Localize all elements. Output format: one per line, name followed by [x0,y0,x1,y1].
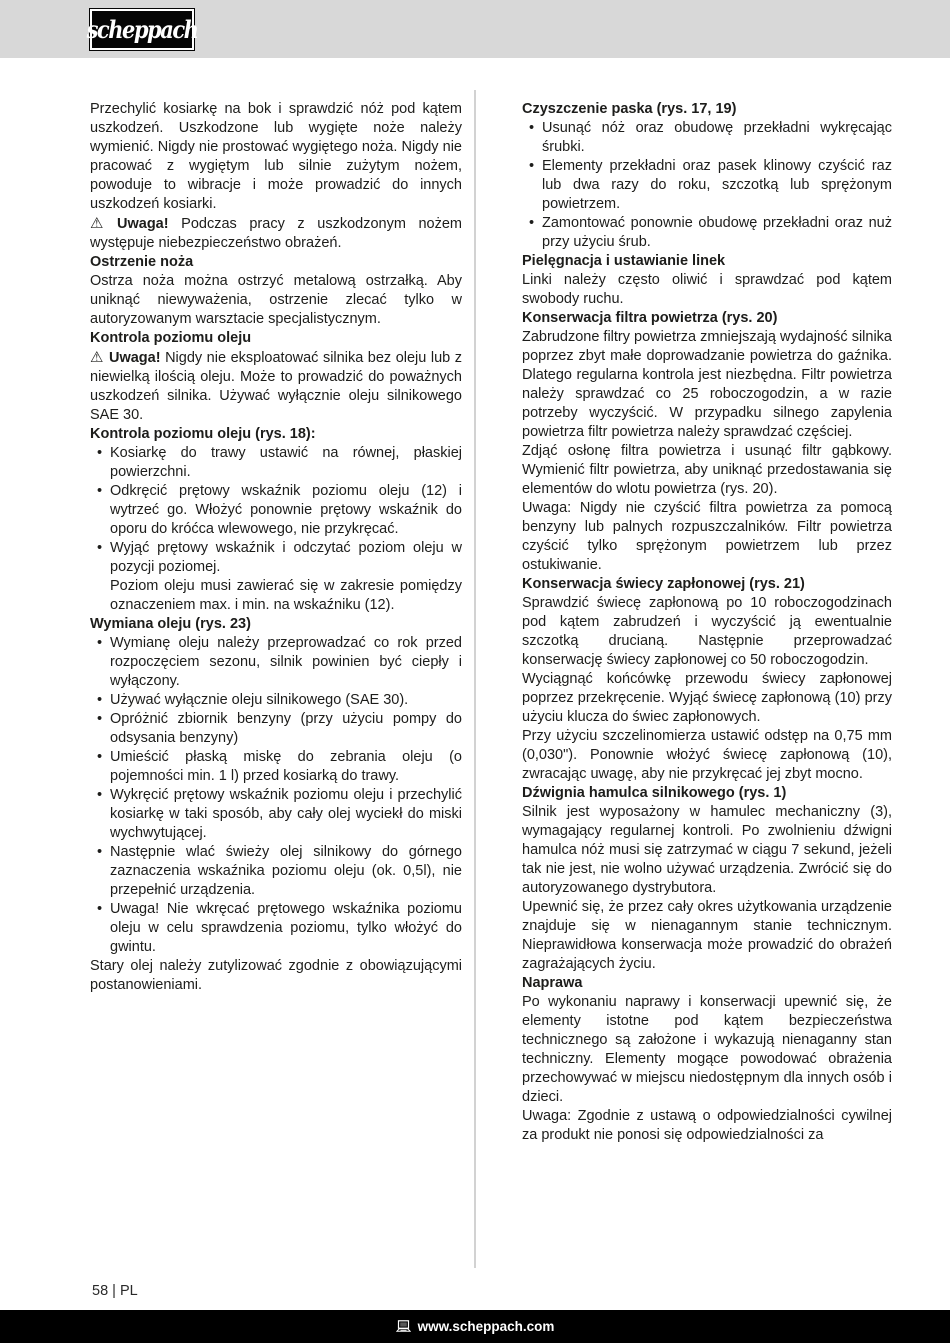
bullet-item: • Używać wyłącznie oleju silnikowego (SAE 30). [110,691,462,710]
bullet-continuation: Poziom oleju musi zawierać się w zakresie pomiędzy oznaczeniem max. i min. na wskaźniku (12). [110,578,462,613]
bullet-item: • Wymianę oleju należy przeprowadzać co rok przed rozpoczęciem sezonu, silnik powinien być ciepły i wyłączony. [110,634,462,691]
scheppach-logo-text: scheppach [86,15,198,44]
warning-triangle-icon: ⚠ [90,349,104,366]
section-heading: Czyszczenie paska (rys. 17, 19) [522,101,737,117]
paragraph: Silnik jest wyposażony w hamulec mechaniczny (3), wymagający regularnej kontroli. Po zwolnieniu dźwigni hamulca nóż musi się zatrzymać w ciągu 7 sekund, jeżeli tak nie jest, nie wolno używać urządzenia. Zwrócić się do autoryzowanego dystrybutora. [522,804,892,896]
footer-website: www.scheppach.com [417,1319,555,1334]
bullet-item: • Odkręcić prętowy wskaźnik poziomu oleju (12) i wytrzeć go. Włożyć ponownie prętowy wskaźnik do oporu do króćca wlewowego, nie przykręcać. [110,482,462,539]
warning-label: Uwaga! [108,350,166,366]
paragraph: Zabrudzone filtry powietrza zmniejszają wydajność silnika poprzez zbyt małe doprowadzanie powietrza do gaźnika. Dlatego regularna kontrola jest niezbędna. Filtr powietrza należy sprawdzać co 25 roboczogodzin, a w razie potrzeby wyczyścić. W przypadku silnego zapylenia powietrza filtr powietrza należy sprawdzać częściej. [522,329,892,440]
bullet-list [90,444,462,615]
bullet-item: • Zamontować ponownie obudowę przekładni oraz nuż przy użyciu śrub. [542,214,892,252]
paragraph: Uwaga: Zgodnie z ustawą o odpowiedzialności cywilnej za produkt nie ponosi się odpowiedzialności za [522,1108,892,1143]
header-band [0,0,950,58]
section-heading: Naprawa [522,975,583,991]
bullet-item: • Uwaga! Nie wkręcać prętowego wskaźnika poziomu oleju w celu sprawdzenia poziomu, tylko włożyć do gwintu. [110,900,462,957]
left-column [90,100,462,995]
section-heading: Kontrola poziomu oleju [90,330,252,346]
paragraph: Po wykonaniu naprawy i konserwacji upewnić się, że elementy istotne pod kątem bezpieczeństwa technicznego są założone i wykazują nienaganny stan techniczny. Elementy mogące powodować obrażenia przechowywać w miejscu niedostępnym dla innych osób i dzieci. [522,994,892,1105]
bullet-item: • Wyjąć prętowy wskaźnik i odczytać poziom oleju w pozycji poziomej. Poziom oleju musi zawierać się w zakresie pomiędzy oznaczeniem max. i min. na wskaźniku (12). [110,539,462,615]
warning-note: ⚠ Uwaga! Nigdy nie eksploatować silnika bez oleju lub z niewielką ilością oleju. Może to prowadzić do poważnych uszkodzeń silnika. Używać wyłącznie oleju silnikowego SAE 30. [90,349,463,423]
section-heading: Kontrola poziomu oleju (rys. 18): [90,426,316,442]
warning-triangle-icon: ⚠ [90,215,113,232]
warning-label: Uwaga! [117,216,182,232]
bullet-item: • Opróżnić zbiornik benzyny (przy użyciu pompy do odsysania benzyny) [110,710,462,748]
bullet-item: • Elementy przekładni oraz pasek klinowy czyścić raz lub dwa razy do roku, szczotką lub sprężonym powietrzem. [542,157,892,214]
bullet-list [522,119,892,252]
bullet-item: • Następnie wlać świeży olej silnikowy do górnego zaznaczenia wskaźnika poziomu oleju (ok. 0,5l), nie przepełnić urządzenia. [110,843,462,900]
section-heading: Dźwignia hamulca silnikowego (rys. 1) [522,785,787,801]
paragraph: Uwaga: Nigdy nie czyścić filtra powietrza za pomocą benzyny lub palnych rozpuszczalników. Filtr powietrza czyścić tylko sprężonym powietrzem lub przez ostukiwanie. [522,500,892,573]
column-divider [474,90,476,1268]
paragraph: Wyciągnąć końcówkę przewodu świecy zapłonowej poprzez przekręcenie. Wyjąć świecę zapłonową (10) przy użyciu klucza do świec zapłonowych. [522,671,892,725]
footer-bar [0,1310,950,1343]
bullet-item: • Umieścić płaską miskę do zebrania oleju (o pojemności min. 1 l) przed kosiarką do trawy. [110,748,462,786]
right-column [522,100,892,1145]
warning-note: ⚠ Uwaga! Podczas pracy z uszkodzonym nożem występuje niebezpieczeństwo obrażeń. [90,215,463,251]
bullet-item: • Usunąć nóż oraz obudowę przekładni wykręcając śrubki. [542,119,892,157]
section-heading: Konserwacja filtra powietrza (rys. 20) [522,310,778,326]
bullet-item: • Wykręcić prętowy wskaźnik poziomu oleju i przechylić kosiarkę w taki sposób, aby cały olej wyciekł do miski wychwytującej. [110,786,462,843]
computer-icon [396,1320,411,1333]
section-heading: Ostrzenie noża [90,254,194,270]
paragraph: Przy użyciu szczelinomierza ustawić odstęp na 0,75 mm (0,030"). Ponownie włożyć świecę zapłonową (10), zwracając uwagę, aby nie przykręcać jej zbyt mocno. [522,728,892,782]
bullet-item: • Kosiarkę do trawy ustawić na równej, płaskiej powierzchni. [110,444,462,482]
scheppach-logo [86,9,198,50]
section-heading: Pielęgnacja i ustawianie linek [522,253,726,269]
paragraph: Przechylić kosiarkę na bok i sprawdzić nóż pod kątem uszkodzeń. Uszkodzone lub wygięte noże należy wymienić. Nigdy nie prostować wygiętego noża. Nigdy nie pracować z wygiętym lub silnie zużytym nożem, powoduje to wibracje i może prowadzić do innych uszkodzeń kosiarki. [90,101,462,212]
paragraph: Sprawdzić świecę zapłonową po 10 roboczogodzinach pod kątem zabrudzeń i wyczyścić ją ewentualnie szczotką drucianą. Następnie przeprowadzać konserwację świecy zapłonowej co 50 roboczogodzin. [522,595,892,668]
page-number: 58 | PL [92,1283,138,1299]
paragraph: Ostrza noża można ostrzyć metalową ostrzałką. Aby uniknąć niewyważenia, ostrzenie zlecać tylko w autoryzowanym warsztacie specjalistycznym. [90,273,462,327]
paragraph: Upewnić się, że przez cały okres użytkowania urządzenie znajduje się w nienagannym stanie technicznym. Nieprawidłowa konserwacja może prowadzić do obrażeń zagrażających życiu. [522,899,892,972]
section-heading: Wymiana oleju (rys. 23) [90,616,251,632]
bullet-list [90,634,462,957]
paragraph: Zdjąć osłonę filtra powietrza i usunąć filtr gąbkowy. Wymienić filtr powietrza, aby uniknąć przedostawania się elementów do wlotu powietrza (rys. 20). [522,443,892,497]
paragraph: Stary olej należy zutylizować zgodnie z obowiązującymi postanowieniami. [90,958,462,993]
paragraph: Linki należy często oliwić i sprawdzać pod kątem swobody ruchu. [522,272,892,307]
section-heading: Konserwacja świecy zapłonowej (rys. 21) [522,576,805,592]
